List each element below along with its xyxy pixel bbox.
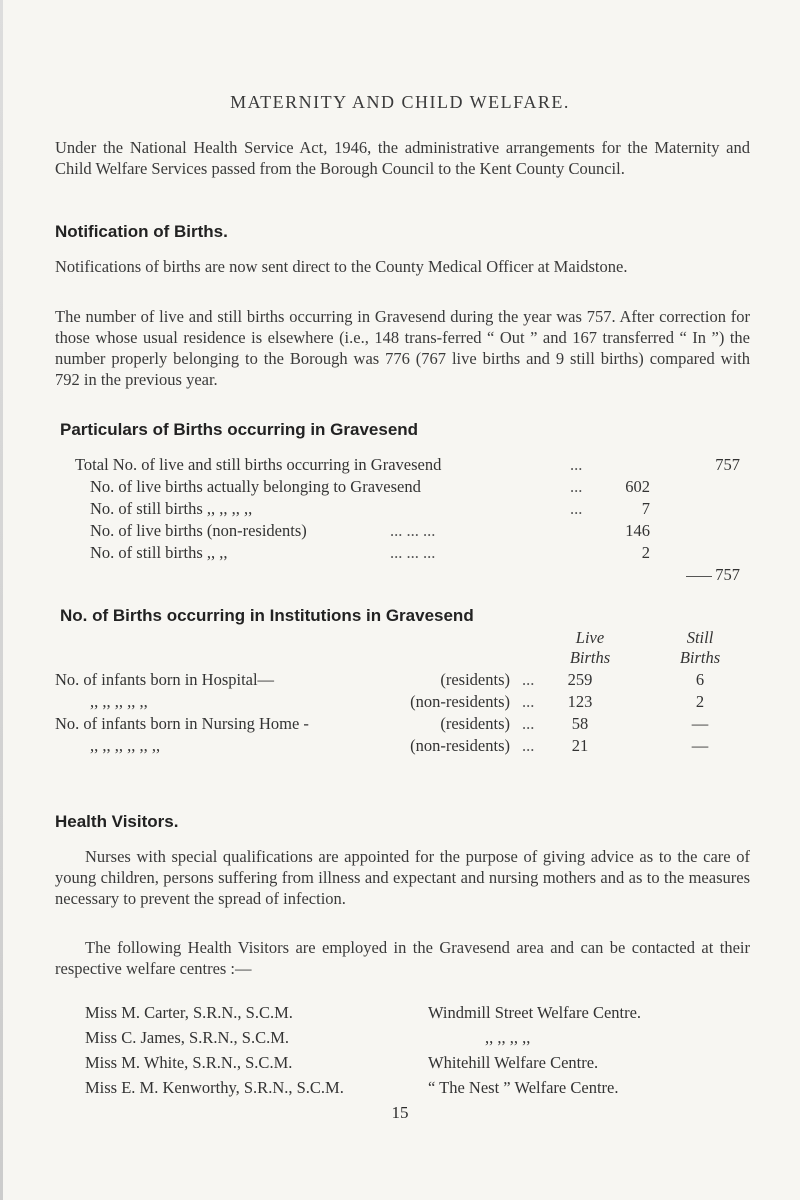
- visitor-name: Miss M. Carter, S.R.N., S.C.M.: [85, 1003, 293, 1022]
- institution-row-type: (residents): [440, 714, 510, 733]
- institution-row-type: (non-residents): [410, 736, 510, 755]
- institutions-heading: No. of Births occurring in Institutions in Gravesend: [60, 606, 474, 625]
- visitor-centre: ,, ,, ,, ,,: [485, 1028, 531, 1047]
- notification-paragraph-1: Notifications of births are now sent direct to the County Medical Officer at Maidstone.: [55, 257, 628, 276]
- particulars-row-label: No. of still births ,, ,, ,, ,,: [90, 499, 253, 518]
- health-paragraph-2: The following Health Visitors are employed in the Gravesend area and can be contacted at their respective welfare centres :—: [55, 938, 750, 978]
- notification-heading: Notification of Births.: [55, 222, 228, 241]
- institution-row-dots: ...: [522, 692, 535, 711]
- particulars-row-value: 2: [641, 543, 650, 562]
- institution-row-label: No. of infants born in Hospital—: [55, 670, 275, 689]
- page-edge: [0, 0, 3, 1200]
- particulars-total: 757: [715, 565, 740, 584]
- page-number: 15: [391, 1103, 409, 1122]
- institution-row-label: No. of infants born in Nursing Home -: [55, 714, 309, 733]
- notification-paragraph-2: The number of live and still births occurring in Gravesend during the year was 757. After correction for those whose usual residence is elsewhere (i.e., 148 trans-ferred “ Out ” and 167 transferred “ In ”) the number properly belonging to the Borough was 776 (767 live births and 9 still births) compared with 792 in the previous year.: [55, 307, 750, 389]
- particulars-row-label: No. of live births actually belonging to Gravesend: [90, 477, 421, 496]
- institution-row-live: 21: [571, 736, 589, 755]
- institution-row-dots: ...: [522, 714, 535, 733]
- institution-row-still: —: [691, 714, 709, 733]
- institution-row-live: 123: [567, 692, 593, 711]
- institution-row-live: 259: [567, 670, 593, 689]
- health-visitors-heading: Health Visitors.: [55, 812, 179, 831]
- institution-row-label: ,, ,, ,, ,, ,,: [90, 692, 148, 711]
- particulars-row-dots: ... ... ...: [390, 543, 436, 562]
- visitor-centre: “ The Nest ” Welfare Centre.: [428, 1078, 619, 1097]
- particulars-row-label: No. of still births ,, ,,: [90, 543, 228, 562]
- col-header-still: Still: [686, 628, 714, 647]
- institution-row-still: 6: [695, 670, 705, 689]
- visitor-name: Miss E. M. Kenworthy, S.R.N., S.C.M.: [85, 1078, 344, 1097]
- particulars-row-value: 7: [641, 499, 650, 518]
- particulars-row-dots: ...: [570, 499, 583, 518]
- particulars-row-value: 757: [715, 455, 740, 474]
- visitor-name: Miss M. White, S.R.N., S.C.M.: [85, 1053, 293, 1072]
- institution-row-type: (non-residents): [410, 692, 510, 711]
- visitor-name: Miss C. James, S.R.N., S.C.M.: [85, 1028, 290, 1047]
- col-header-still-2: Births: [679, 648, 721, 667]
- particulars-row-value: 146: [625, 521, 650, 540]
- page-title: MATERNITY AND CHILD WELFARE.: [230, 92, 570, 112]
- institution-row-still: 2: [695, 692, 705, 711]
- intro-paragraph: Under the National Health Service Act, 1946, the administrative arrangements for the Maternity and Child Welfare Services passed from the Borough Council to the Kent County Council.: [55, 138, 750, 178]
- institution-row-label: ,, ,, ,, ,, ,, ,,: [90, 736, 161, 755]
- particulars-row-dots: ... ... ...: [390, 521, 436, 540]
- institution-row-still: —: [691, 736, 709, 755]
- particulars-row-value: 602: [625, 477, 650, 496]
- particulars-row-label: Total No. of live and still births occurring in Gravesend: [75, 455, 442, 474]
- col-header-live-2: Births: [569, 648, 611, 667]
- institution-row-dots: ...: [522, 670, 535, 689]
- visitor-centre: Whitehill Welfare Centre.: [428, 1053, 599, 1072]
- institution-row-type: (residents): [440, 670, 510, 689]
- visitor-centre: Windmill Street Welfare Centre.: [428, 1003, 642, 1022]
- particulars-row-dots: ...: [570, 455, 583, 474]
- particulars-heading: Particulars of Births occurring in Gravesend: [60, 420, 419, 439]
- institution-row-dots: ...: [522, 736, 535, 755]
- col-header-live: Live: [575, 628, 605, 647]
- particulars-row-label: No. of live births (non-residents): [90, 521, 307, 540]
- health-paragraph-1: Nurses with special qualifications are appointed for the purpose of giving advice as to the care of young children, persons suffering from illness and expectant and nursing mothers and as to the measures necessary to prevent the spread of infection.: [55, 847, 750, 908]
- particulars-row-dots: ...: [570, 477, 583, 496]
- institution-row-live: 58: [571, 714, 589, 733]
